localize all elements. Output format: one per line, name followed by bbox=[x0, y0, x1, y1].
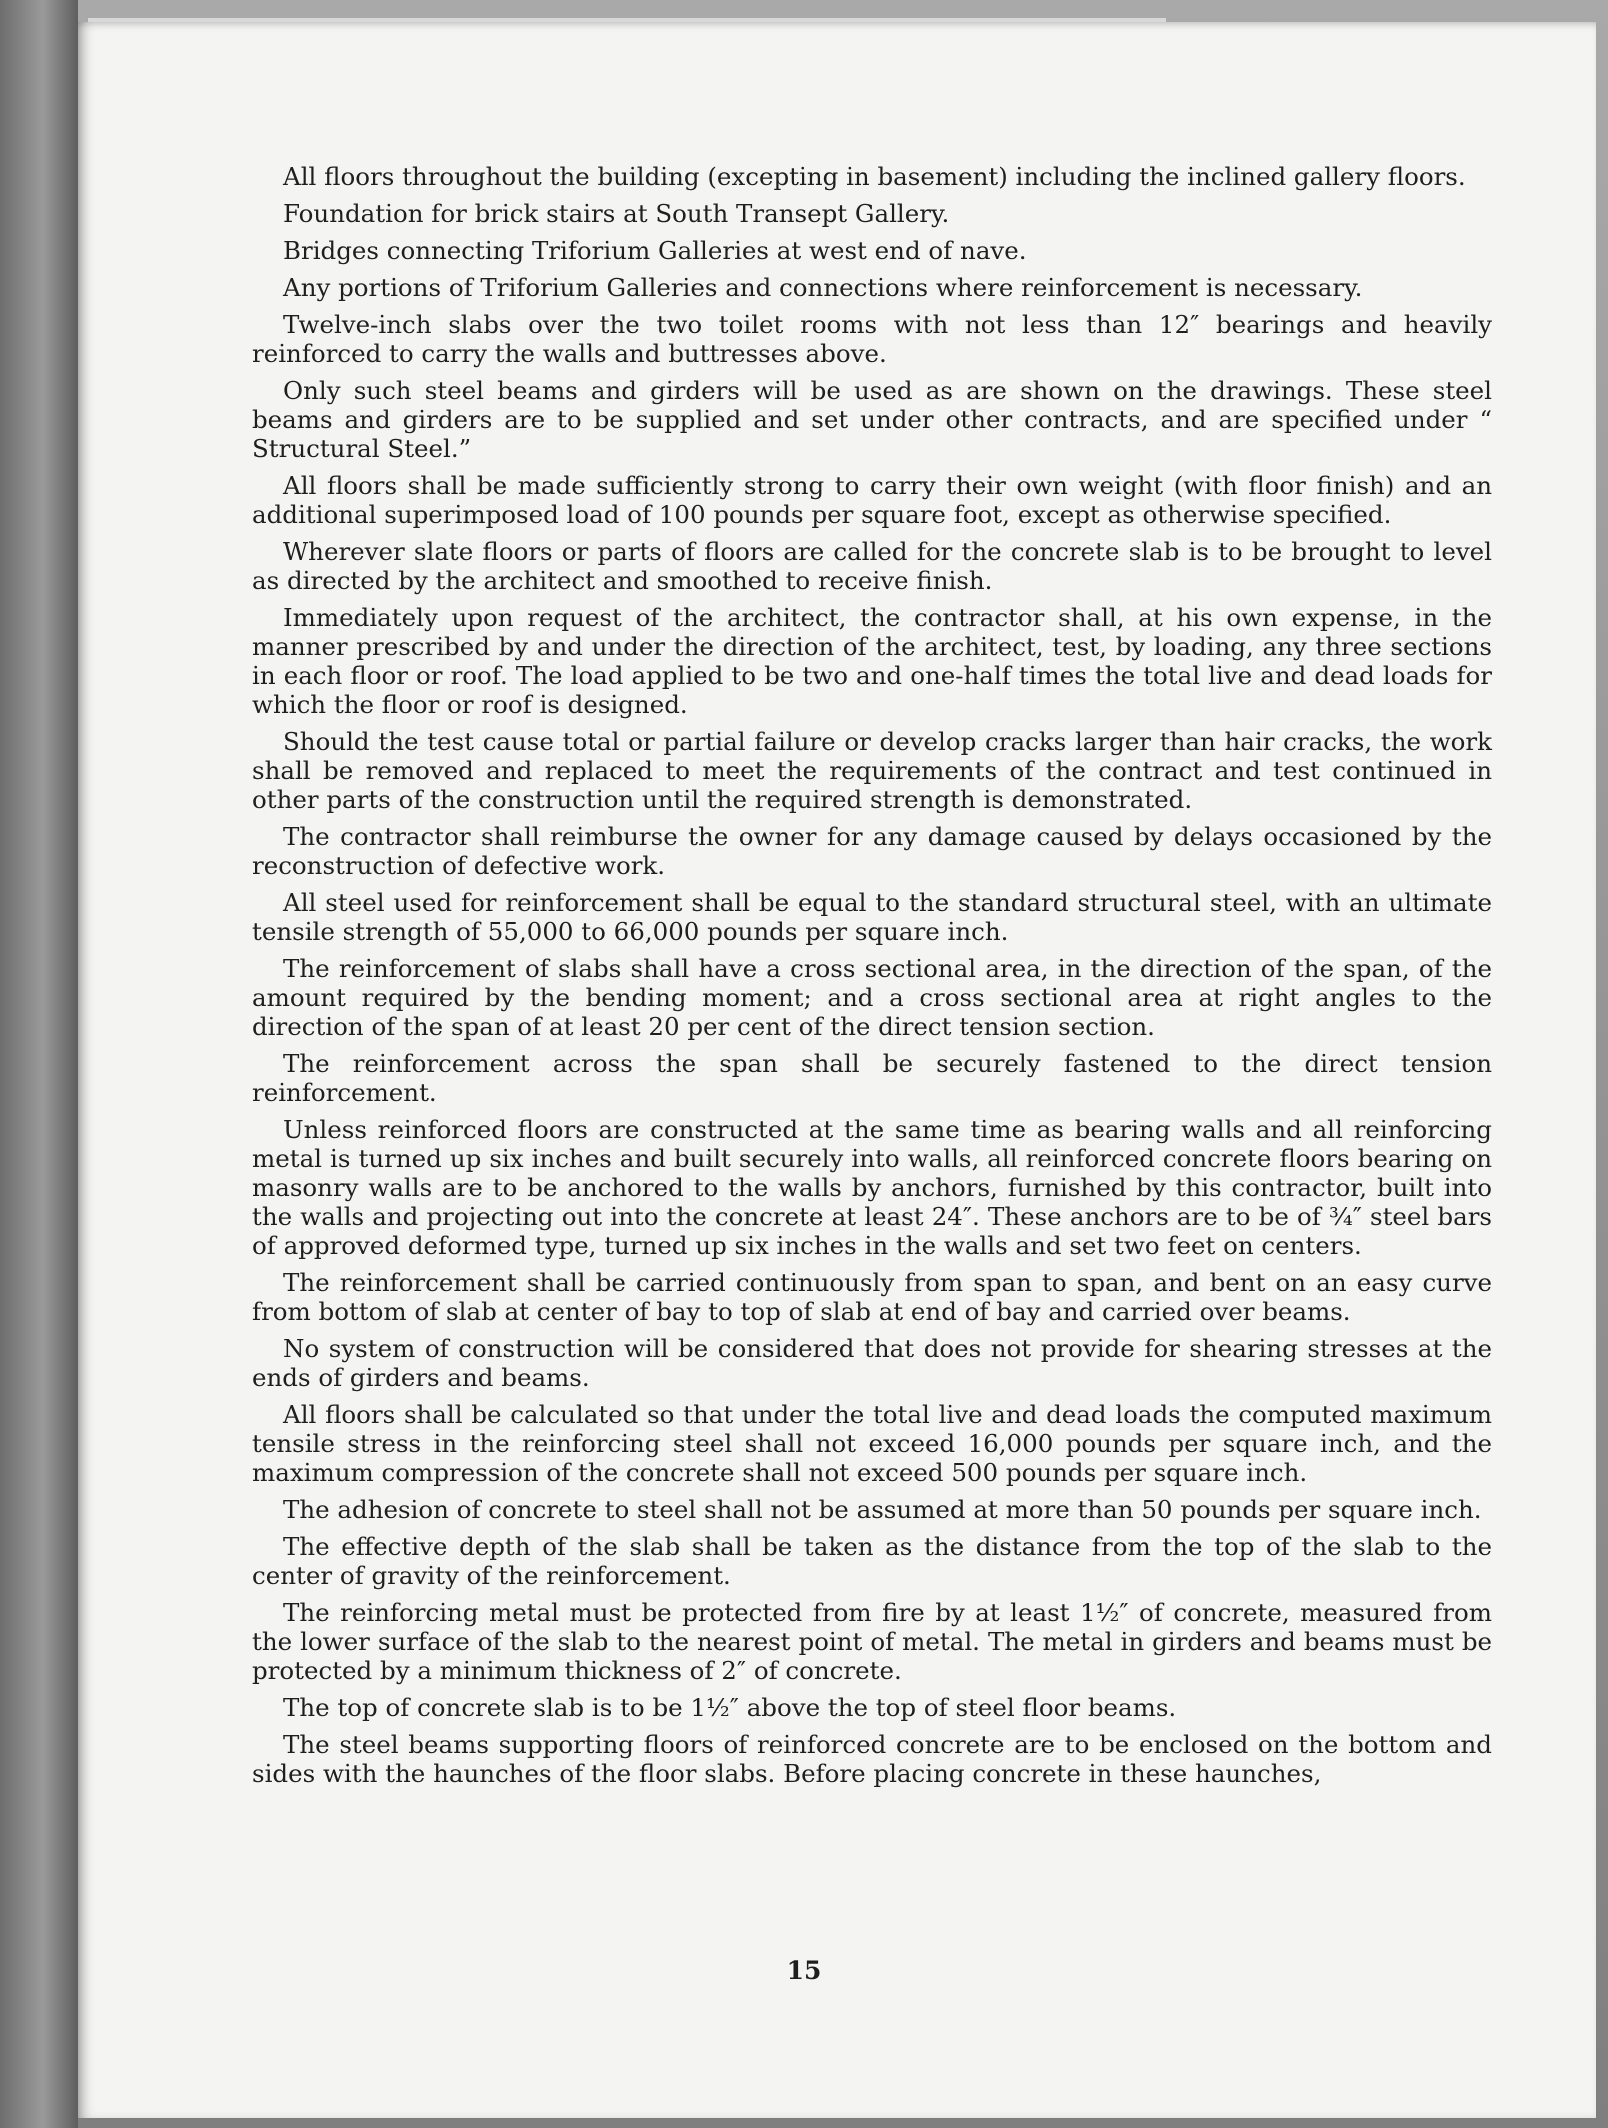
paragraph: Twelve-inch slabs over the two toilet rooms with not less than 12″ bearings and heavily reinforced to carry the walls and buttresses above. bbox=[252, 310, 1492, 368]
paragraph: The steel beams supporting floors of reinforced concrete are to be enclosed on the bottom and sides with the haunches of the floor slabs. Before placing concrete in these haunches, bbox=[252, 1730, 1492, 1788]
body-text bbox=[252, 162, 1492, 1796]
paragraph: Immediately upon request of the architect, the contractor shall, at his own expense, in the manner prescribed by and under the direction of the architect, test, by loading, any three sections in each floor or roof. The load applied to be two and one-half times the total live and dead loads for which the floor or roof is designed. bbox=[252, 603, 1492, 719]
paragraph: All floors shall be calculated so that under the total live and dead loads the computed maximum tensile stress in the reinforcing steel shall not exceed 16,000 pounds per square inch, and the maximum compression of the concrete shall not exceed 500 pounds per square inch. bbox=[252, 1400, 1492, 1487]
paragraph: The adhesion of concrete to steel shall not be assumed at more than 50 pounds per square inch. bbox=[283, 1495, 1482, 1524]
paragraph: All steel used for reinforcement shall be equal to the standard structural steel, with an ultimate tensile strength of 55,000 to 66,000 pounds per square inch. bbox=[252, 888, 1492, 946]
paragraph: All floors shall be made sufficiently strong to carry their own weight (with floor finish) and an additional superimposed load of 100 pounds per square foot, except as otherwise specified. bbox=[252, 471, 1492, 529]
paragraph: The reinforcement across the span shall be securely fastened to the direct tension reinforcement. bbox=[252, 1049, 1492, 1107]
paragraph: Bridges connecting Triforium Galleries at west end of nave. bbox=[283, 236, 1027, 265]
page-number: 15 bbox=[786, 1956, 822, 1985]
paragraph: Should the test cause total or partial failure or develop cracks larger than hair cracks, the work shall be removed and replaced to meet the requirements of the contract and test continued in other parts of the construction until the required strength is demonstrated. bbox=[252, 727, 1492, 814]
paragraph: The contractor shall reimburse the owner for any damage caused by delays occasioned by the reconstruction of defective work. bbox=[252, 822, 1492, 880]
book-binding bbox=[0, 0, 78, 2128]
paragraph: The effective depth of the slab shall be taken as the distance from the top of the slab to the center of gravity of the reinforcement. bbox=[252, 1532, 1492, 1590]
paragraph: All floors throughout the building (excepting in basement) including the inclined gallery floors. bbox=[283, 162, 1466, 191]
paragraph: Foundation for brick stairs at South Transept Gallery. bbox=[283, 199, 950, 228]
paragraph: The reinforcement shall be carried continuously from span to span, and bent on an easy curve from bottom of slab at center of bay to top of slab at end of bay and carried over beams. bbox=[252, 1268, 1492, 1326]
paragraph: The reinforcing metal must be protected from fire by at least 1½″ of concrete, measured from the lower surface of the slab to the nearest point of metal. The metal in girders and beams must be protected by a minimum thickness of 2″ of concrete. bbox=[252, 1598, 1492, 1685]
paragraph: The reinforcement of slabs shall have a cross sectional area, in the direction of the span, of the amount required by the bending moment; and a cross sectional area at right angles to the direction of the span of at least 20 per cent of the direct tension section. bbox=[252, 954, 1492, 1041]
paragraph: Wherever slate floors or parts of floors are called for the concrete slab is to be brought to level as directed by the architect and smoothed to receive finish. bbox=[252, 537, 1492, 595]
paragraph: Unless reinforced floors are constructed at the same time as bearing walls and all reinforcing metal is turned up six inches and built securely into walls, all reinforced concrete floors bearing on masonry walls are to be anchored to the walls by anchors, furnished by this contractor, built into the walls and projecting out into the concrete at least 24″. These anchors are to be of ¾″ steel bars of approved deformed type, turned up six inches in the walls and set two feet on centers. bbox=[252, 1115, 1492, 1260]
paragraph: Any portions of Triforium Galleries and connections where reinforcement is necessary. bbox=[283, 273, 1363, 302]
paragraph: The top of concrete slab is to be 1½″ above the top of steel floor beams. bbox=[283, 1693, 1177, 1722]
paragraph: No system of construction will be considered that does not provide for shearing stresses at the ends of girders and beams. bbox=[252, 1334, 1492, 1392]
paragraph: Only such steel beams and girders will be used as are shown on the drawings. These steel beams and girders are to be supplied and set under other contracts, and are specified under “ Structural Steel.” bbox=[252, 376, 1492, 463]
